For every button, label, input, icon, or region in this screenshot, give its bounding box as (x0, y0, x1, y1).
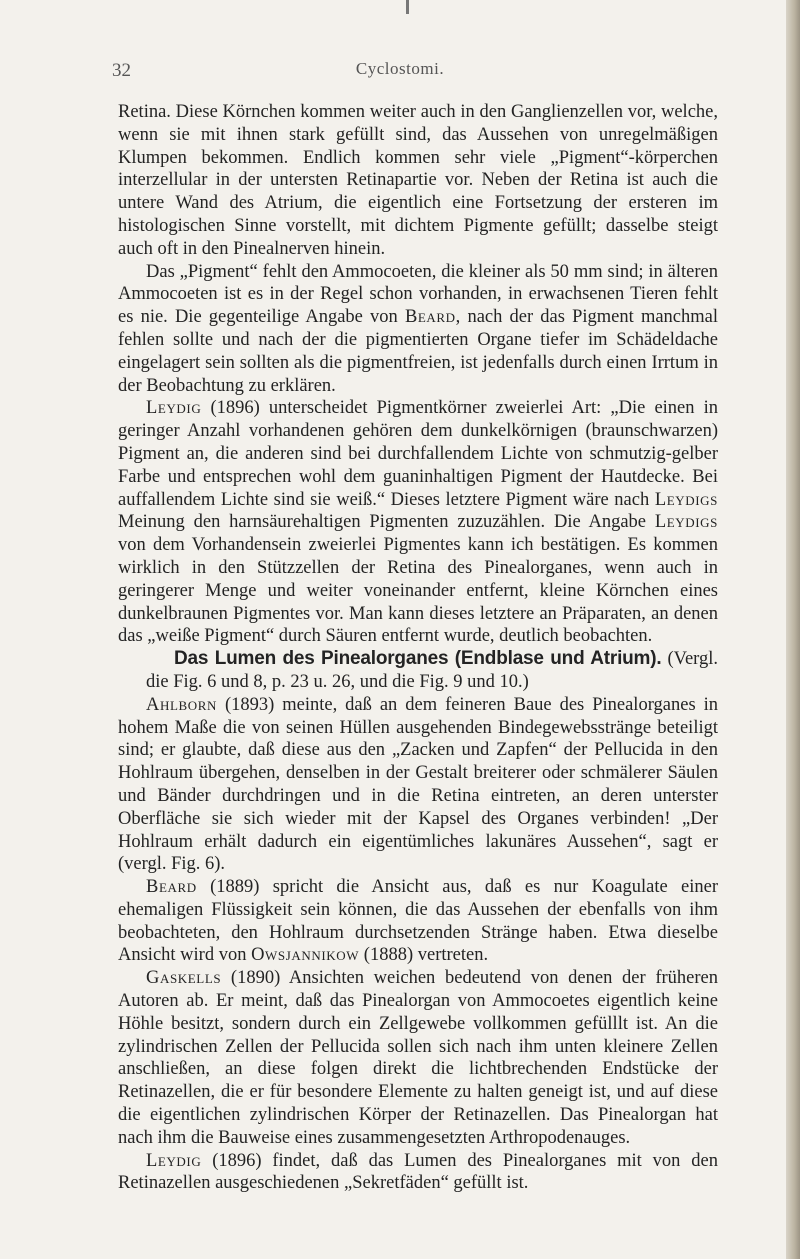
section-heading-paragraph (118, 648, 718, 694)
paragraph: Gaskells (1890) Ansichten weichen bedeutend von denen der früheren Autoren ab. Er meint, daß das Pinealorgan von Ammocoetes eigentlich keine Höhle besitzt, sondern durch ein Zellgewebe vollkommen gefülllt ist. An die zylindrischen Zellen der Pellucida sollen sich nach ihm unten kleinere Zellen anschließen, an diese folgen direkt die lichtbrechenden Endstücke der Retinazellen, die er für besondere Elemente zu halten geneigt ist, und auf diese die eigentlichen zylindrischen Körper der Retinazellen. Das Pinealorgan hat nach ihm die Bauweise eines zusammengesetzten Arthropodenauges. (118, 968, 718, 1148)
paragraph: Leydig (1896) unterscheidet Pigmentkörner zweierlei Art: „Die einen in geringer Anzahl vorhandenen gehören dem dunkelkörnigen (braunschwarzen) Pigment an, die anderen sind bei durchfallendem Lichte von schmutzig-gelber Farbe und entsprechen wohl dem guaninhaltigen Pigment der Hautdecke. Bei auffallendem Lichte sind sie weiß.“ Dieses letztere Pigment wäre nach Leydigs Meinung den harnsäurehaltigen Pigmenten zuzuzählen. Die Angabe Leydigs von dem Vorhandensein zweierlei Pigmentes kann ich bestätigen. Es kommen wirklich in den Stützzellen der Retina des Pinealorganes, wenn auch in geringerer Menge und weiter voneinander entfernt, kleine Körnchen eines dunkelbraunen Pigmentes vor. Man kann dieses letztere an Präparaten, an denen das „weiße Pigment“ durch Säuren entfernt wurde, deutlich beobachten. (118, 398, 718, 647)
paragraph: Beard (1889) spricht die Ansicht aus, daß es nur Koagulate einer ehemaligen Flüssigkeit sein können, die das Aussehen der ebenfalls von ihm beobachteten, den Hohlraum durchsetzenden Stränge haben. Etwa dieselbe Ansicht wird von Owsjannikow (1888) vertreten. (118, 877, 718, 966)
author-name: Leydigs (654, 489, 718, 510)
paragraph: Retina. Diese Körnchen kommen weiter auch in den Ganglienzellen vor, welche, wenn sie mit ihnen stark gefüllt sind, das Aussehen von unregelmäßigen Klumpen bekommen. Endlich kommen sehr viele „Pigment“-körperchen interzellular in der untersten Retinapartie vor. Neben der Retina ist auch die untere Wand des Atrium, die eigentlich eine Fortsetzung der ersteren im histologischen Sinne vorstellt, mit dichtem Pigmente gefüllt; dasselbe steigt auch oft in den Pinealnerven hinein. (118, 102, 718, 259)
scan-mark (406, 0, 409, 14)
body-text (118, 101, 718, 1195)
running-title: Cyclostomi. (355, 59, 445, 78)
author-name: Gaskells (146, 968, 222, 989)
paragraph: Leydig (1896) findet, daß das Lumen des Pinealorganes mit von den Retinazellen ausgeschiedenen „Sekretfäden“ gefüllt ist. (118, 1150, 718, 1194)
author-name: Ahlborn (146, 694, 218, 715)
paragraph: Das „Pigment“ fehlt den Ammocoeten, die kleiner als 50 mm sind; in älteren Ammocoeten ist es in der Regel schon vorhanden, in erwachsenen Tieren fehlt es nie. Die gegenteilige Angabe von Beard, nach der das Pigment manchmal fehlen sollte und nach der die pigmentierten Organe tiefer im Schädeldache eingelagert sein sollten als die pigmentfreien, ist jedenfalls durch einen Irrtum in der Beobachtung zu erklären. (118, 261, 718, 396)
section-heading: Das Lumen des Pinealorganes (Endblase und Atrium). (174, 648, 662, 670)
page-number: 32 (112, 60, 131, 81)
page-edge-shadow (786, 0, 800, 1259)
author-name: Beard (404, 307, 456, 328)
author-name: Leydig (146, 1150, 202, 1171)
paragraph: Ahlborn (1893) meinte, daß an dem feineren Baue des Pinealorganes in hohem Maße die von seinen Hüllen ausgehenden Bindegewebsstränge beteiligt sind; er glaubte, daß diese aus den „Zacken und Zapfen“ der Pellucida in den Hohlraum übergehen, denselben in der Gestalt breiterer oder schmälerer Säulen und Bänder durchdringen und in die Retina eintreten, an deren unterster Oberfläche sie sich wieder mit der Kapsel des Organes verbinden! „Der Hohlraum erhält dadurch ein eigentümliches lakunäres Aussehen“, sagt er (vergl. Fig. 6). (118, 694, 718, 875)
author-name: Leydig (146, 398, 202, 419)
author-name: Leydigs (654, 512, 718, 533)
author-name: Beard (146, 877, 197, 898)
author-name: Owsjannikow (251, 945, 360, 966)
figure-reference: (Vergl. die Fig. 6 und 8, p. 23 u. 26, und die Fig. 9 und 10.) (146, 649, 718, 692)
